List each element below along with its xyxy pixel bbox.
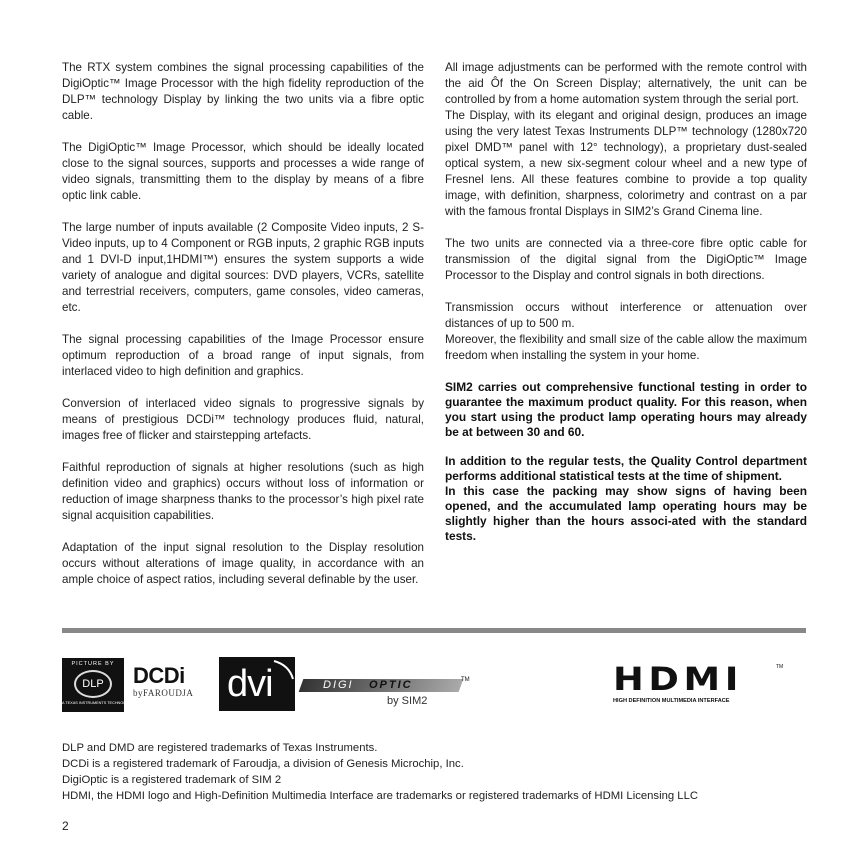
notice-paragraph: In this case the packing may show signs of having been opened, and the accumulated lamp operating hours may be slightly higher than the hours associ-ated with the standard tests. xyxy=(445,484,807,543)
notice-paragraph: SIM2 carries out comprehensive functional testing in order to guarantee the maximum product quality. For this reason, when you start using the product lamp operating hours may already be at between 30 and 60. xyxy=(445,380,807,439)
trademark-line: DLP and DMD are registered trademarks of Texas Instruments. xyxy=(62,742,378,754)
paragraph: The two units are connected via a three-core fibre optic cable for transmission of the digital signal from the DigiOptic™ Image Processor to the Display and control signals in both directions. xyxy=(445,237,807,282)
dvi-logo-mark: dvi xyxy=(227,663,273,705)
hdmi-logo xyxy=(613,660,785,708)
dlp-logo-mark: DLP xyxy=(82,678,104,690)
paragraph: Conversion of interlaced video signals to progressive signals by means of prestigious DCDi™ technology produces fluid, natural, images free of flicker and stairstepping artefacts. xyxy=(62,397,424,442)
digioptic-logo-digi: DIGI xyxy=(323,679,354,691)
dcdi-logo-by: byFAROUDJA xyxy=(133,688,194,698)
page-number: 2 xyxy=(62,819,69,833)
left-column xyxy=(62,60,424,604)
dlp-logo xyxy=(62,658,134,712)
dlp-logo-bottom-text: A TEXAS INSTRUMENTS TECHNOLOGY xyxy=(62,701,134,705)
paragraph: Faithful reproduction of signals at higher resolutions (such as high definition video and graphics) occurs without loss of information or reduction of image sharpness thanks to the processor’s high pixel rate signal acquisition capabilities. xyxy=(62,461,424,522)
notice-paragraph: In addition to the regular tests, the Quality Control department performs additional statistical tests at the time of shipment. xyxy=(445,454,807,483)
trademark-line: DCDi is a registered trademark of Faroudja, a division of Genesis Microchip, Inc. xyxy=(62,758,464,770)
quality-notice xyxy=(445,380,807,544)
hdmi-logo-tm: TM xyxy=(776,664,784,670)
paragraph: The large number of inputs available (2 Composite Video inputs, 2 S-Video inputs, up to 4 Component or RGB inputs, 2 graphic RGB inputs and 1 DVI-D input,1HDMI™) ensures the system supports a wide variety of analogue and digital sources: DVD players, VCRs, satellite and terrestrial receivers, computers, game consoles, video cameras, etc. xyxy=(62,221,424,314)
paragraph: All image adjustments can be performed with the remote control with the aid Ôf the On Screen Display; alternatively, the unit can be controlled by from a home automation system through the serial port. xyxy=(445,61,807,106)
trademark-line: DigiOptic is a registered trademark of SIM 2 xyxy=(62,774,282,786)
trademark-line: HDMI, the HDMI logo and High-Definition Multimedia Interface are trademarks or registered trademarks of HDMI Licensing LLC xyxy=(62,790,699,802)
dcdi-logo-mark: DCDi xyxy=(133,663,185,688)
dvi-logo xyxy=(219,657,295,711)
paragraph: Transmission occurs without interference or attenuation over distances of up to 500 m. xyxy=(445,301,807,330)
dlp-logo-ring xyxy=(74,670,112,698)
trademark-notes xyxy=(62,740,698,804)
hdmi-logo-mark: HDMI xyxy=(613,660,744,698)
section-divider xyxy=(62,628,806,633)
paragraph: Adaptation of the input signal resolution to the Display resolution occurs without alterations of image quality, in accordance with an ample choice of aspect ratios, including several definable by the user. xyxy=(62,541,424,586)
digioptic-logo-by: by SIM2 xyxy=(387,695,428,707)
digioptic-logo-tm: TM xyxy=(461,677,470,683)
paragraph: The signal processing capabilities of the Image Processor ensure optimum reproduction of a broad range of input signals, from interlaced video to high definition and graphics. xyxy=(62,333,424,378)
paragraph: The RTX system combines the signal processing capabilities of the DigiOptic™ Image Processor with the high fidelity reproduction of the DLP™ technology Display by linking the two units via a fibre optic cable. xyxy=(62,61,424,122)
digioptic-logo xyxy=(301,679,473,709)
dlp-logo-top-text: PICTURE BY xyxy=(71,661,115,667)
hdmi-logo-subtitle: HIGH DEFINITION MULTIMEDIA INTERFACE xyxy=(613,698,730,704)
digioptic-logo-optic: OPTIC xyxy=(369,679,413,691)
dcdi-logo xyxy=(133,664,207,710)
right-column xyxy=(445,60,807,558)
paragraph: Moreover, the flexibility and small size of the cable allow the maximum freedom when installing the system in your home. xyxy=(445,333,807,362)
paragraph: The Display, with its elegant and original design, produces an image using the very latest Texas Instruments DLP™ technology (1280x720 pixel DMD™ panel with 12° technology), a proprietary dust-sealed optical system, a new six-segment colour wheel and a new type of Fresnel lens. All these features combine to provide a top quality image, with definition, sharpness, colorimetry and contrast on a par with the famous frontal Displays in SIM2’s Grand Cinema line. xyxy=(445,109,807,218)
paragraph: The DigiOptic™ Image Processor, which should be ideally located close to the signal sources, supports and processes a wide range of video signals, transmitting them to the display by means of a fibre optic link cable. xyxy=(62,141,424,202)
